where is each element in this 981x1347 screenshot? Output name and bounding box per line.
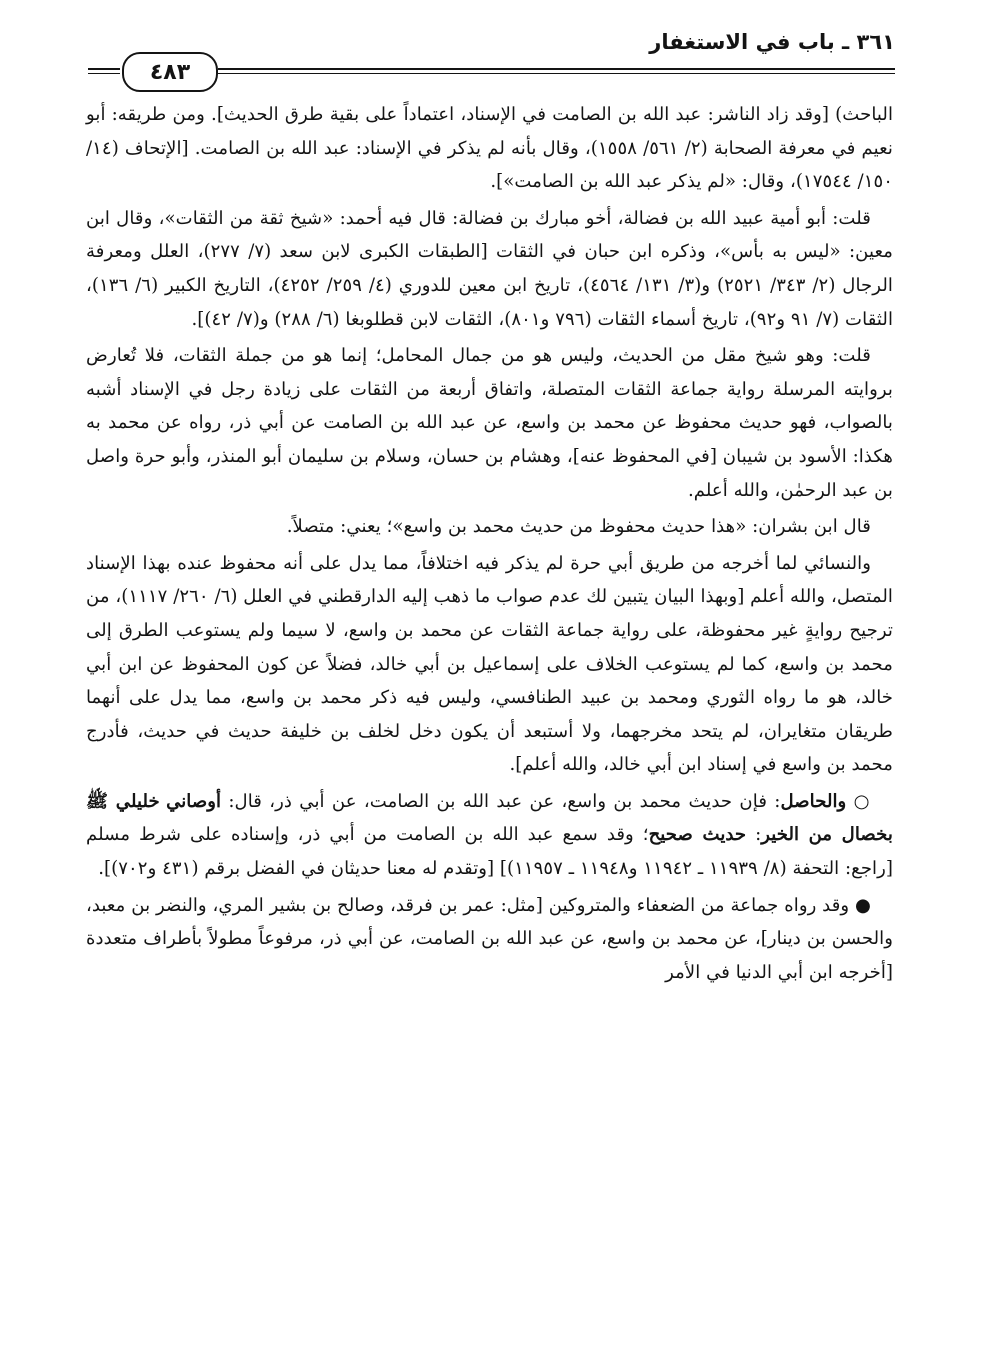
paragraph-summary	[86, 785, 893, 886]
body-text	[86, 98, 893, 992]
summary-label: والحاصل	[780, 790, 847, 812]
paragraph-continued: الباحث) [وقد زاد الناشر: عبد الله بن الصامت في الإسناد، اعتماداً على بقية طرق الحديث]. ومن طريقه: أبو نعيم في معرفة الصحابة (٢/ ٥٦١/ ١٥٥٨)، وقال بأنه لم يذكر في الإسناد: عبد الله بن الصامت. [الإتحاف (١٤/ ١٥٠/ ١٧٥٤٤)، وقال: «لم يذكر عبد الله بن الصامت»].	[86, 104, 893, 193]
hadith-text: أوصاني خليلي ﷺ بخصال من الخير	[86, 790, 893, 846]
summary-text-1: : فإن حديث محمد بن واسع، عن عبد الله بن الصامت، عن أبي ذر، قال:	[221, 790, 781, 812]
circle-bullet-icon: ○	[853, 790, 872, 812]
header-rule-left-thick	[88, 68, 120, 70]
paragraph-nasai: والنسائي لما أخرجه من طريق أبي حرة لم يذكر فيه اختلافاً، مما يدل على أنه محفوظ عنده بهذا الإسناد المتصل، والله أعلم [وبهذا البيان يتبين لك عدم صواب ما ذهب إليه الدارقطني في العلل (٦/ ٢٦٠/ ١١١٧)، من ترجيح روايةٍ غير محفوظة، على رواية جماعة الثقات عن محمد بن واسع، لا سيما ولم يستوعب الطرق إلى محمد بن واسع، كما لم يستوعب الخلاف على إسماعيل بن أبي خالد، فضلاً عن كون المحفوظ عن ابن أبي خالد، هو ما رواه الثوري ومحمد بن عبيد الطنافسي، وليس فيه ذكر محمد بن واسع، مما يدل على أنهما طريقان متغايران، لم يتحد مخرجهما، ولا أستبعد أن يكون دخل لخلف بن خليفة حديث في حديث، فأدرج محمد بن واسع في إسناد ابن أبي خالد، والله أعلم].	[86, 552, 893, 776]
paragraph-analysis: قلت: وهو شيخ مقل من الحديث، وليس هو من جمال المحامل؛ إنما هو من جملة الثقات، فلا تُعارض بروايته المرسلة رواية جماعة الثقات المتصلة، واتفاق أربعة من الثقات على زيادة رجل في الإسناد أشبه بالصواب، فهو حديث محفوظ عن محمد بن واسع، عن عبد الله بن الصامت عن أبي ذر، رواه عن محمد به هكذا: الأسود بن شيبان [في المحفوظ عنه]، وهشام بن حسان، وسلام بن سليمان أبو المنذر، وأبو حرة واصل بن عبد الرحمٰن، والله أعلم.	[86, 345, 893, 501]
hadith-grade: حديث صحيح	[648, 824, 747, 846]
header-rule-left-thin	[88, 73, 120, 74]
header-rule-thick	[218, 68, 895, 70]
summary-text-2: :	[746, 824, 762, 846]
page-number-badge	[122, 52, 218, 92]
page-header	[88, 28, 895, 98]
paragraph-ibn-bishran: قال ابن بشران: «هذا حديث محفوظ من حديث محمد بن واسع»؛ يعني: متصلاً.	[286, 516, 871, 538]
running-title: ٣٦١ ـ باب في الاستغفار	[649, 30, 895, 54]
paragraph-weak-narrations	[86, 889, 893, 990]
paragraph-narrator-assessment: قلت: أبو أمية عبيد الله بن فضالة، أخو مبارك بن فضالة: قال فيه أحمد: «شيخ ثقة من الثقات»، وقال ابن معين: «ليس به بأس»، وذكره ابن حبان في الثقات [الطبقات الكبرى لابن سعد (٧/ ٢٧٧)، العلل ومعرفة الرجال (٢/ ٣٤٣/ ٢٥٢١) و(٣/ ١٣١/ ٤٥٦٤)، تاريخ ابن معين للدوري (٤/ ٢٥٩/ ٤٢٥٢)، التاريخ الكبير (٦/ ١٣٦)، الثقات (٧/ ٩١ و٩٢)، تاريخ أسماء الثقات (٧٩٦ و٨٠١)، الثقات لابن قطلوبغا (٦/ ٢٨٨) و(٧/ ٤٢)].	[86, 207, 893, 330]
header-rule-thin	[218, 73, 895, 74]
filled-bullet-icon: ●	[855, 894, 871, 916]
final-text: وقد رواه جماعة من الضعفاء والمتروكين [مثل: عمر بن فرقد، وصالح بن بشير المري، والنضر بن معبد، والحسن بن دينار]، عن محمد بن واسع، عن عبد الله بن الصامت، عن أبي ذر، مرفوعاً مطولاً بأطراف متعددة [أخرجه ابن أبي الدنيا في الأمر	[86, 894, 893, 983]
summary-text-3: ؛ وقد سمع عبد الله بن الصامت من أبي ذر، وإسناده على شرط مسلم [راجع: التحفة (٨/ ١١٩٣٩ ـ ١١٩٤٢ و١١٩٤٨ ـ ١١٩٥٧)] [وتقدم له معنا حديثان في الفضل برقم (٤٣١ و٧٠٢)].	[86, 824, 893, 880]
page-number: ٤٨٣	[149, 59, 191, 85]
